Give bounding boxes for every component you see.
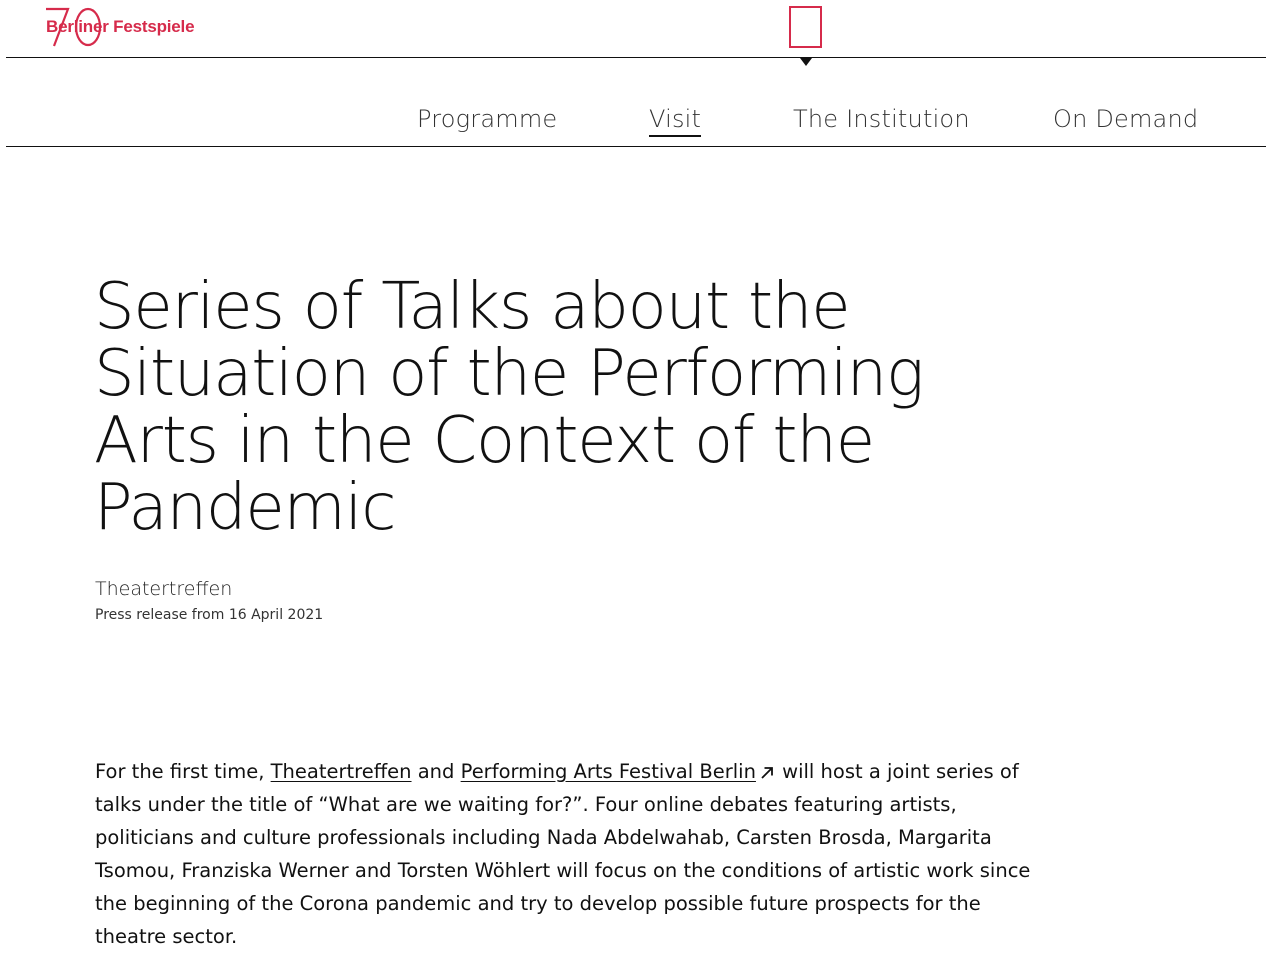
menu-toggle-button[interactable] — [789, 6, 822, 48]
caret-down-icon — [800, 58, 812, 66]
press-release-date: Press release from 16 April 2021 — [95, 607, 324, 623]
external-link-icon — [760, 766, 774, 780]
nav-visit[interactable]: Visit — [649, 104, 701, 137]
body-text-part1: For the first time, — [95, 760, 271, 783]
performing-arts-festival-link[interactable]: Performing Arts Festival Berlin — [460, 760, 756, 783]
header-divider-bottom — [6, 146, 1266, 147]
nav-programme[interactable]: Programme — [417, 105, 558, 133]
nav-the-institution[interactable]: The Institution — [793, 105, 970, 133]
body-text-part3: will host a joint series of talks under the title of “What are we waiting for?”. Four online debates featuring artists, politicians and culture professionals including Nada Abdelwahab, Carsten Brosda, Margarita Tsomou, Franziska Werner and Torsten Wöhlert will focus on the conditions of artistic work since the beginning of the Corona pandemic and try to develop possible future prospects for the theatre sector. — [95, 760, 1031, 948]
header-divider-top — [6, 57, 1266, 58]
page-title: Series of Talks about the Situation of the Performing Arts in the Context of the Pandemic — [94, 270, 924, 545]
article-category: Theatertreffen — [95, 578, 233, 600]
logo-name: Berliner Festspiele — [46, 17, 195, 36]
body-text-part2: and — [411, 760, 461, 783]
article-body — [95, 755, 1045, 953]
site-header — [0, 0, 1266, 148]
nav-on-demand[interactable]: On Demand — [1053, 105, 1199, 133]
theatertreffen-link[interactable]: Theatertreffen — [270, 760, 412, 783]
